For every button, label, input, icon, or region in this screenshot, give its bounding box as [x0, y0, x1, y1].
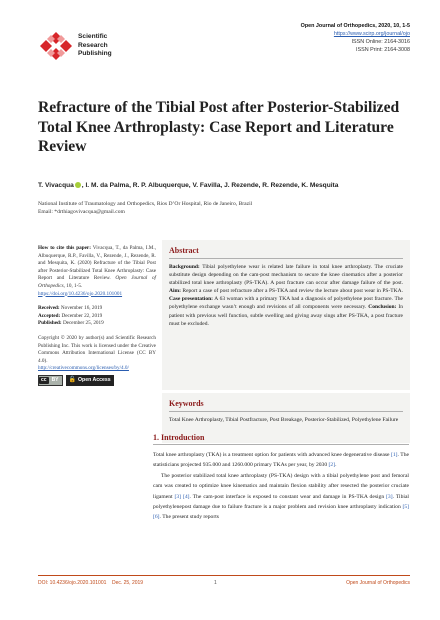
copyright-text: Copyright © 2020 by author(s) and Scientific Research Publishing Inc. This work is licensed under the Creative Commons Attribution International License (CC BY 4.0).: [38, 334, 156, 364]
reference-link[interactable]: [5]: [402, 504, 409, 511]
dates-block: Received: November 16, 2019 Accepted: December 22, 2019 Published: December 25, 2019: [38, 305, 104, 327]
accepted-date: December 22, 2019: [60, 312, 103, 319]
publisher-logo[interactable]: [38, 30, 178, 64]
open-lock-icon: 🔓: [68, 376, 76, 383]
page-number: 1: [214, 580, 217, 586]
intro-paragraph: Total knee arthroplasty (TKA) is a treatment option for patients with advanced knee degenerative disease [1]. The statisticians projected 935.000 and 1260.000 primary TKAs per year, by 2030 [2].: [153, 452, 409, 469]
intro-paragraph: The posterior stabilized total knee arthroplasty (PS-TKA) design with a tibial polyethylene post and femoral cam was created to optimize knee kinematics and maintain flexion stability after resected the posterior cruciate ligament [3] [4]. The cam-post interface is exposed to constant wear and damage in PS-TKA design [3]. Tibial polyethylenepost damage due to failure fracture is a major problem and revision knee arthroplasty indication [5] [6]. The present study reports: [153, 472, 409, 521]
license-link[interactable]: http://creativecommons.org/licenses/by/4.0/: [38, 365, 129, 372]
abstract-section: [162, 240, 410, 390]
creative-commons-icon: cc: [41, 376, 47, 383]
orcid-icon[interactable]: [75, 182, 81, 188]
received-date: November 16, 2019: [59, 305, 103, 312]
reference-link[interactable]: [3]: [386, 493, 393, 500]
footer-doi: DOI: 10.4236/ojo.2020.101001 Dec. 25, 2019: [38, 580, 144, 586]
author-list: [38, 182, 418, 189]
contact-email[interactable]: Email: *drthiagovivacqua@gmail.com: [38, 209, 125, 216]
doi-link[interactable]: https://doi.org/10.4236/ojo.2020.101001: [38, 290, 123, 297]
publisher-name: Scientific Research Publishing: [78, 33, 112, 57]
keywords-text: Total Knee Arthroplasty, Tibial Postfracture, Post Breakage, Posterior-Stabilized, Polyethylene Failure: [169, 417, 399, 423]
issn-print: ISSN Print: 2164-3008: [356, 47, 410, 53]
journal-url-link[interactable]: https://www.scirp.org/journal/ojo: [333, 31, 410, 37]
introduction-body: [153, 450, 409, 523]
open-access-badge[interactable]: 🔓 Open Access: [66, 375, 114, 386]
citation-block: How to cite this paper: Vivacqua, T., da Palma, I.M., Albuquerque, R.P., Favilla, V., Rezende, J., Rezende, R. and Mesquita, K. (2020) Refracture of the Tibial Post after Posterior-Stabilized Total Knee Arthroplasty: Case Report and Literature Review. Open Journal of Orthopedics, 10, 1-5. https://doi.org/10.4236/ojo.2020.101001: [38, 245, 156, 297]
issn-online: ISSN Online: 2164-3016: [351, 39, 410, 45]
published-date: December 25, 2019: [61, 320, 104, 327]
other-authors: , I. M. da Palma, R. P. Albuquerque, V. Favilla, J. Rezende, R. Rezende, K. Mesquita: [81, 182, 339, 189]
introduction-heading: 1. Introduction: [153, 433, 409, 445]
article-info-sidebar: [38, 245, 156, 393]
abstract-heading: Abstract: [169, 246, 403, 259]
reference-link[interactable]: [3]: [174, 493, 182, 500]
cc-by-badge[interactable]: cc BY: [38, 375, 63, 386]
scirp-logo-icon: [38, 30, 74, 64]
affiliation-block: [38, 200, 408, 217]
journal-meta: [301, 22, 410, 54]
footer-date: Dec. 25, 2019: [111, 580, 144, 586]
license-block: [38, 335, 156, 386]
affiliation: National Institute of Traumatology and Orthopedics, Rios D’Or Hospital, Rio de Janeiro, Brazil: [38, 201, 253, 207]
reference-link[interactable]: [2]: [328, 462, 336, 469]
abstract-text: Background: Tibial polyethylene wear is related late failure in total knee arthroplasty. The cruciate substitute design depending on the cam-post mechanism to secure the knee cinematics after a posterior stabilized total knee arthroplasty (PS-TKA). A post fracture can occur after damage failure of the post. Aim: Report a case of post refracture after a PS-TKA and review the lecture about post wear in PS-TKA. Case presentation: A 63 woman with a primary TKA had a diagnosis of polyethylene post fracture. The polyethylene exchange wasn’t enough and revisions of all components were necessary. Conclusion: In patient with previous well function, subtle swelling and giving away sings after PS-TKA, a post fracture must be excluded.: [169, 264, 403, 327]
reference-link[interactable]: [1]: [390, 452, 398, 458]
article-title: Refracture of the Tibial Post after Posterior-Stabilized Total Knee Arthroplasty: Case Report and Literature Review: [38, 99, 400, 155]
page-header: [30, 22, 410, 66]
reference-link[interactable]: [4]: [182, 493, 190, 500]
page-footer: [38, 575, 410, 589]
first-author[interactable]: T. Vivacqua: [38, 182, 74, 189]
journal-citation: Open Journal of Orthopedics, 2020, 10, 1-5: [300, 23, 410, 29]
reference-link[interactable]: [6]: [153, 514, 160, 521]
keywords-heading: Keywords: [169, 399, 403, 412]
footer-journal: Open Journal of Orthopedics: [346, 580, 410, 586]
